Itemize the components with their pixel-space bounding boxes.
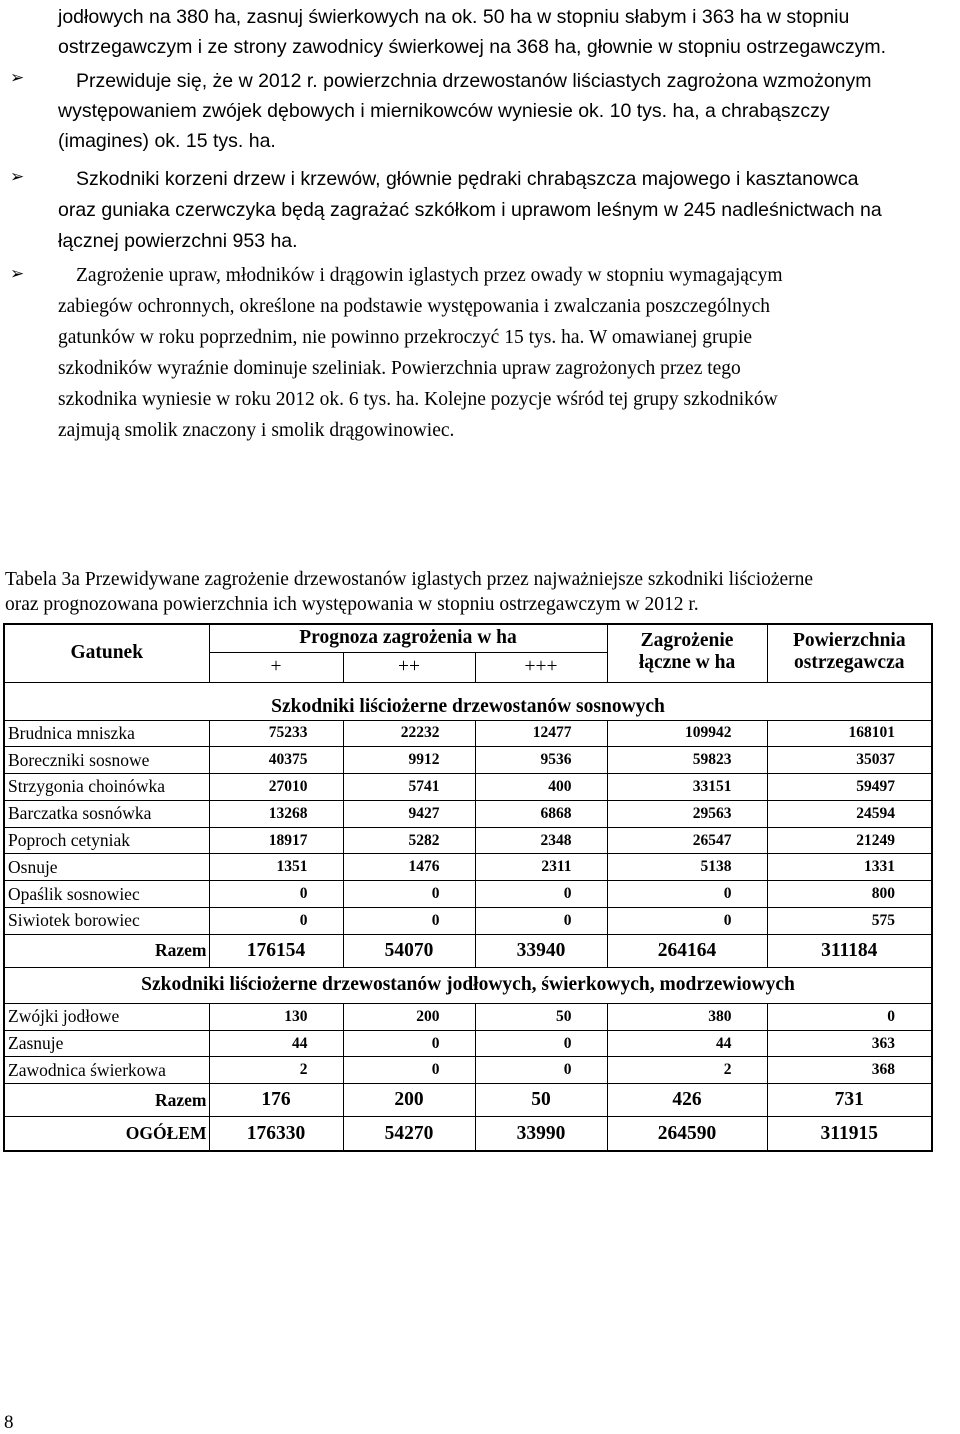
total-value: 176 — [209, 1084, 343, 1117]
total-value: 200 — [343, 1084, 475, 1117]
value-cell: 575 — [767, 908, 932, 935]
species-name: Opaślik sosnowiec — [4, 881, 209, 908]
table-caption — [5, 567, 955, 617]
caption-line: Tabela 3a Przewidywane zagrożenie drzewostanów iglastych przez najważniejsze szkodniki liściożerne — [5, 569, 814, 590]
value-cell: 9912 — [343, 747, 475, 774]
value-cell: 1351 — [209, 854, 343, 881]
species-name: Poproch cetyniak — [4, 827, 209, 854]
value-cell: 9427 — [343, 800, 475, 827]
table-row — [4, 1003, 932, 1030]
value-cell: 26547 — [607, 827, 767, 854]
grand-total-rows — [4, 1117, 932, 1151]
value-cell: 200 — [343, 1003, 475, 1030]
value-cell: 0 — [209, 908, 343, 935]
header-plus2: ++ — [343, 652, 475, 682]
value-cell: 368 — [767, 1057, 932, 1084]
total-value: 311915 — [767, 1117, 932, 1151]
header-zagrozenie-l1: Zagrożenie — [607, 624, 767, 652]
value-cell: 2 — [607, 1057, 767, 1084]
value-cell: 0 — [475, 908, 607, 935]
text-line: (imagines) ok. 15 tys. ha. — [58, 130, 276, 152]
table-row — [4, 774, 932, 801]
header-plus1: + — [209, 652, 343, 682]
header-zagrozenie-l2: łączne w ha — [607, 652, 767, 682]
subtotal-row — [4, 934, 932, 967]
table-row — [4, 747, 932, 774]
total-value: 264164 — [607, 934, 767, 967]
value-cell: 50 — [475, 1003, 607, 1030]
value-cell: 0 — [343, 1057, 475, 1084]
table-row — [4, 1030, 932, 1057]
value-cell: 29563 — [607, 800, 767, 827]
paragraph-root-pests — [58, 164, 958, 257]
total-label: Razem — [4, 934, 209, 967]
species-name: Brudnica mniszka — [4, 720, 209, 747]
table-row — [4, 827, 932, 854]
value-cell: 0 — [475, 881, 607, 908]
value-cell: 0 — [343, 881, 475, 908]
value-cell: 0 — [343, 908, 475, 935]
species-name: Zwójki jodłowe — [4, 1003, 209, 1030]
section-title-pine: Szkodniki liściożerne drzewostanów sosnowych — [4, 682, 932, 720]
value-cell: 109942 — [607, 720, 767, 747]
text-line: występowaniem zwójek dębowych i miernikowców wyniesie ok. 10 tys. ha, a chrabąszczy — [58, 100, 830, 122]
value-cell: 1476 — [343, 854, 475, 881]
table-row — [4, 854, 932, 881]
section-pine-rows — [4, 720, 932, 967]
header-prognoza: Prognoza zagrożenia w ha — [209, 624, 607, 652]
header-gatunek: Gatunek — [4, 624, 209, 682]
value-cell: 44 — [209, 1030, 343, 1057]
value-cell: 800 — [767, 881, 932, 908]
value-cell: 21249 — [767, 827, 932, 854]
value-cell: 24594 — [767, 800, 932, 827]
value-cell: 380 — [607, 1003, 767, 1030]
value-cell: 1331 — [767, 854, 932, 881]
value-cell: 75233 — [209, 720, 343, 747]
value-cell: 2 — [209, 1057, 343, 1084]
paragraph-conifer-plantations — [58, 260, 958, 446]
value-cell: 5741 — [343, 774, 475, 801]
total-label: OGÓŁEM — [4, 1117, 209, 1151]
value-cell: 35037 — [767, 747, 932, 774]
subtotal-row — [4, 1084, 932, 1117]
value-cell: 5282 — [343, 827, 475, 854]
value-cell: 130 — [209, 1003, 343, 1030]
header-powierzchnia-l2: ostrzegawcza — [767, 652, 932, 682]
value-cell: 0 — [475, 1030, 607, 1057]
total-value: 33940 — [475, 934, 607, 967]
species-name: Zawodnica świerkowa — [4, 1057, 209, 1084]
table-row — [4, 800, 932, 827]
value-cell: 44 — [607, 1030, 767, 1057]
paragraph-continuation — [58, 2, 958, 62]
total-value: 311184 — [767, 934, 932, 967]
value-cell: 400 — [475, 774, 607, 801]
text-line: Zagrożenie upraw, młodników i drągowin iglastych przez owady w stopniu wymagającym — [76, 265, 783, 286]
total-value: 54070 — [343, 934, 475, 967]
species-name: Strzygonia choinówka — [4, 774, 209, 801]
bullet-arrow-icon: ➢ — [10, 264, 25, 284]
table-row — [4, 881, 932, 908]
value-cell: 0 — [767, 1003, 932, 1030]
total-value: 176154 — [209, 934, 343, 967]
text-line: Szkodniki korzeni drzew i krzewów, głównie pędraki chrabąszcza majowego i kasztanowca — [76, 168, 859, 190]
total-value: 33990 — [475, 1117, 607, 1151]
total-value: 176330 — [209, 1117, 343, 1151]
bullet-arrow-icon: ➢ — [10, 68, 25, 88]
value-cell: 59497 — [767, 774, 932, 801]
table-row — [4, 720, 932, 747]
value-cell: 59823 — [607, 747, 767, 774]
caption-line: oraz prognozowana powierzchnia ich występowania w stopniu ostrzegawczym w 2012 r. — [5, 594, 699, 615]
header-plus3: +++ — [475, 652, 607, 682]
text-line: oraz guniaka czerwczyka będą zagrażać szkółkom i uprawom leśnym w 245 nadleśnictwach na — [58, 199, 882, 221]
value-cell: 27010 — [209, 774, 343, 801]
value-cell: 363 — [767, 1030, 932, 1057]
text-line: zajmują smolik znaczony i smolik drągowinowiec. — [58, 420, 455, 441]
bullet-arrow-icon: ➢ — [10, 167, 25, 187]
table-row — [4, 1057, 932, 1084]
section-title-fir-spruce-larch: Szkodniki liściożerne drzewostanów jodłowych, świerkowych, modrzewiowych — [4, 967, 932, 1003]
text-line: zabiegów ochronnych, określone na podstawie występowania i zwalczania poszczególnych — [58, 296, 771, 317]
text-line: gatunków w roku poprzednim, nie powinno przekroczyć 15 tys. ha. W omawianej grupie — [58, 327, 753, 348]
total-value: 54270 — [343, 1117, 475, 1151]
text-line: łącznej powierzchni 953 ha. — [58, 230, 298, 252]
value-cell: 12477 — [475, 720, 607, 747]
grand-total-row — [4, 1117, 932, 1151]
value-cell: 168101 — [767, 720, 932, 747]
species-name: Osnuje — [4, 854, 209, 881]
text-line: jodłowych na 380 ha, zasnuj świerkowych na ok. 50 ha w stopniu słabym i 363 ha w stopniu — [58, 6, 850, 28]
value-cell: 5138 — [607, 854, 767, 881]
header-powierzchnia-l1: Powierzchnia — [767, 624, 932, 652]
text-line: Przewiduje się, że w 2012 r. powierzchnia drzewostanów liściastych zagrożona wzmożonym — [76, 70, 872, 92]
value-cell: 6868 — [475, 800, 607, 827]
total-label: Razem — [4, 1084, 209, 1117]
value-cell: 0 — [607, 908, 767, 935]
total-value: 264590 — [607, 1117, 767, 1151]
value-cell: 22232 — [343, 720, 475, 747]
value-cell: 13268 — [209, 800, 343, 827]
paragraph-deciduous — [58, 66, 958, 156]
table-row — [4, 908, 932, 935]
section-fir-rows — [4, 1003, 932, 1116]
total-value: 426 — [607, 1084, 767, 1117]
page-number: 8 — [4, 1412, 14, 1433]
forecast-table — [3, 623, 933, 1152]
value-cell: 18917 — [209, 827, 343, 854]
value-cell: 40375 — [209, 747, 343, 774]
value-cell: 0 — [475, 1057, 607, 1084]
value-cell: 9536 — [475, 747, 607, 774]
species-name: Siwiotek borowiec — [4, 908, 209, 935]
species-name: Zasnuje — [4, 1030, 209, 1057]
species-name: Boreczniki sosnowe — [4, 747, 209, 774]
total-value: 50 — [475, 1084, 607, 1117]
text-line: szkodników wyraźnie dominuje szeliniak. Powierzchnia upraw zagrożonych przez tego — [58, 358, 741, 379]
total-value: 731 — [767, 1084, 932, 1117]
value-cell: 2348 — [475, 827, 607, 854]
text-line: ostrzegawczym i ze strony zawodnicy świerkowej na 368 ha, głownie w stopniu ostrzegawczym. — [58, 36, 887, 58]
value-cell: 33151 — [607, 774, 767, 801]
value-cell: 0 — [343, 1030, 475, 1057]
value-cell: 0 — [607, 881, 767, 908]
value-cell: 0 — [209, 881, 343, 908]
text-line: szkodnika wyniesie w roku 2012 ok. 6 tys. ha. Kolejne pozycje wśród tej grupy szkodników — [58, 389, 778, 410]
value-cell: 2311 — [475, 854, 607, 881]
species-name: Barczatka sosnówka — [4, 800, 209, 827]
